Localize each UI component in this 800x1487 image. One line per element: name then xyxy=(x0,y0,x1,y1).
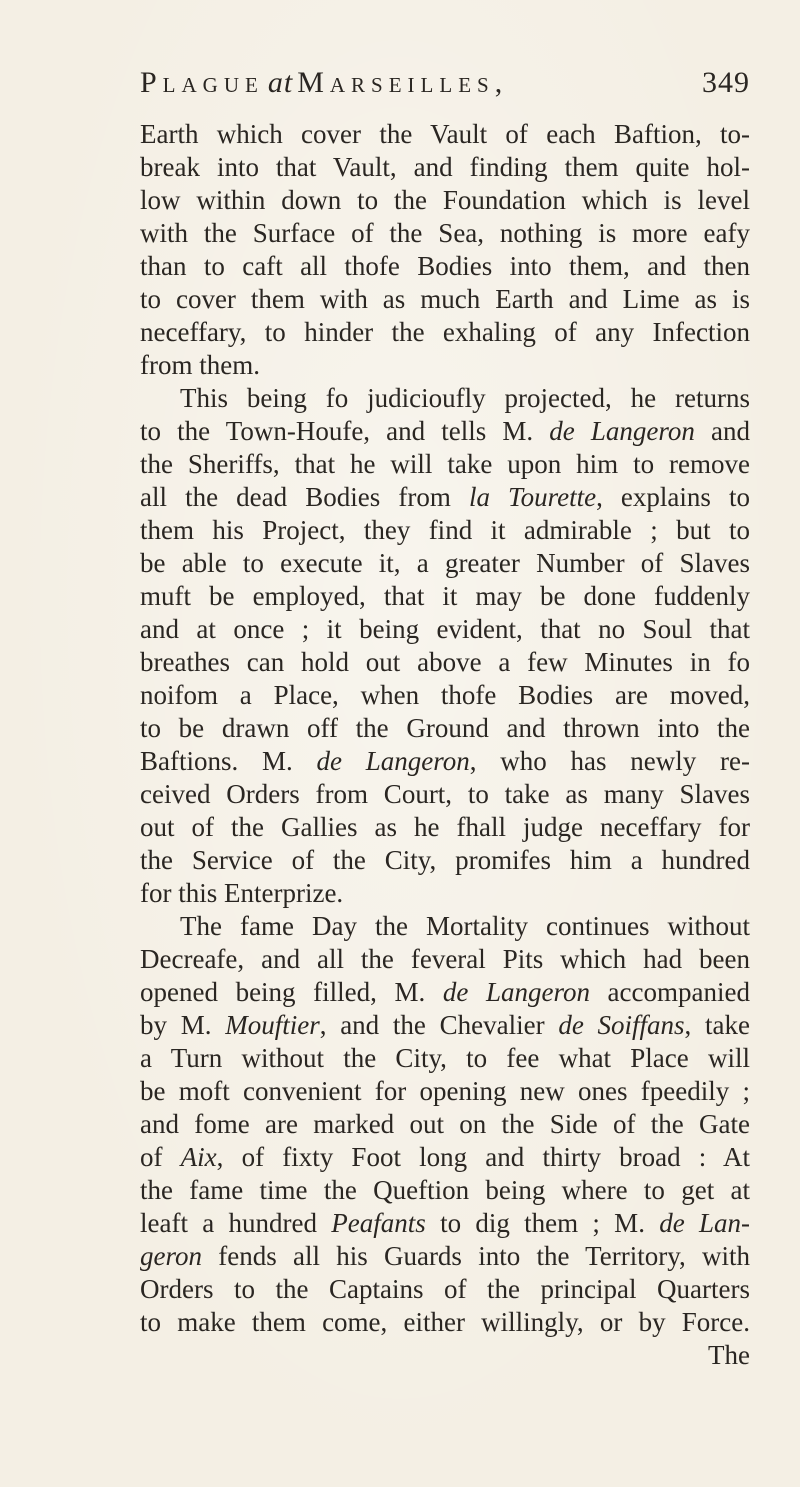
text-segment: the Service of the City, promifes him a hundred xyxy=(140,845,750,875)
text-line xyxy=(140,976,750,1009)
text-line xyxy=(140,349,750,382)
text-segment: a Turn without the City, to fee what Place will xyxy=(140,1043,750,1073)
text-line xyxy=(140,1075,750,1108)
text-segment: , explains to xyxy=(596,482,750,512)
text-segment: and xyxy=(694,416,750,446)
text-segment: the Sheriffs, that he will take upon him to remove xyxy=(140,449,750,479)
text-line xyxy=(140,283,750,316)
italic-text: de Langeron xyxy=(442,977,590,1007)
text-segment: to dig them ; M. xyxy=(425,1208,660,1238)
italic-text: Peafants xyxy=(331,1208,426,1238)
text-line xyxy=(140,250,750,283)
text-line xyxy=(140,1306,750,1339)
text-line xyxy=(140,118,750,151)
text-segment: breathes can hold out above a few Minutes in fo xyxy=(140,647,750,677)
text-segment: to cover them with as much Earth and Lime as is xyxy=(140,284,750,314)
text-line xyxy=(140,217,750,250)
text-segment: for this Enterprize. xyxy=(140,878,344,908)
text-line xyxy=(140,547,750,580)
text-line xyxy=(140,382,750,415)
text-segment: neceffary, to hinder the exhaling of any Infection xyxy=(140,317,750,347)
text-line xyxy=(140,1108,750,1141)
text-segment: Orders to the Captains of the principal Quarters xyxy=(140,1274,750,1304)
text-segment: to be drawn off the Ground and thrown into the xyxy=(140,713,750,743)
text-segment: leaft a hundred xyxy=(140,1208,332,1238)
text-segment: opened being filled, M. xyxy=(140,977,443,1007)
text-line xyxy=(140,514,750,547)
page-number: 349 xyxy=(702,66,750,99)
text-segment: be moft convenient for opening new ones fpeedily ; xyxy=(140,1076,750,1106)
text-line xyxy=(140,1141,750,1174)
text-segment: fends all his Guards into the Territory, with xyxy=(202,1241,750,1271)
text-segment: the fame time the Queftion being where to get at xyxy=(140,1175,750,1205)
text-segment: to make them come, either willingly, or by Force. xyxy=(140,1307,750,1337)
text-segment: of xyxy=(140,1142,181,1172)
text-line xyxy=(140,1042,750,1075)
running-head-marseilles: Marseilles, xyxy=(297,66,509,99)
text-segment: Baftions. M. xyxy=(140,746,317,776)
text-segment: low within down to the Foundation which is level xyxy=(140,185,750,215)
text-line xyxy=(140,1174,750,1207)
text-line xyxy=(140,184,750,217)
text-segment: out of the Gallies as he fhall judge neceffary for xyxy=(140,812,750,842)
text-segment: Earth which cover the Vault of each Baftion, to- xyxy=(140,119,750,149)
text-segment: all the dead Bodies from xyxy=(140,482,469,512)
text-line xyxy=(140,1009,750,1042)
text-line xyxy=(140,1207,750,1240)
text-segment: with the Surface of the Sea, nothing is more eafy xyxy=(140,218,750,248)
text-segment: noifom a Place, when thofe Bodies are moved, xyxy=(140,680,750,710)
text-segment: from them. xyxy=(140,350,260,380)
text-line xyxy=(140,679,750,712)
text-line xyxy=(140,877,750,910)
text-segment: , take xyxy=(684,1010,750,1040)
text-segment: them his Project, they find it admirable ; but to xyxy=(140,515,750,545)
italic-text: de Soiffans xyxy=(558,1010,685,1040)
page-header xyxy=(140,66,750,110)
text-segment: The fame Day the Mortality continues without xyxy=(180,911,750,941)
text-segment: , and the Chevalier xyxy=(319,1010,559,1040)
running-head-at: at xyxy=(267,66,294,99)
text-segment: break into that Vault, and finding them quite hol- xyxy=(140,152,750,182)
italic-text: la Tourette xyxy=(468,482,597,512)
catchword: The xyxy=(708,1340,750,1370)
italic-text: Mouftier xyxy=(225,1010,320,1040)
text-segment: This being fo judicioufly projected, he returns xyxy=(180,383,750,413)
text-segment: and at once ; it being evident, that no Soul that xyxy=(140,614,750,644)
italic-text: geron xyxy=(140,1241,202,1271)
italic-text: Aix xyxy=(180,1142,217,1172)
text-line xyxy=(140,316,750,349)
text-segment: Decreafe, and all the feveral Pits which had been xyxy=(140,944,750,974)
italic-text: de Langeron xyxy=(549,416,695,446)
text-line xyxy=(140,1273,750,1306)
body-text xyxy=(140,118,750,1418)
text-line xyxy=(140,745,750,778)
running-head-plague: Plague xyxy=(140,66,264,99)
text-segment: by M. xyxy=(140,1010,226,1040)
running-head xyxy=(140,66,508,100)
text-line xyxy=(140,778,750,811)
text-line xyxy=(140,613,750,646)
text-line xyxy=(140,580,750,613)
text-line xyxy=(140,943,750,976)
text-line xyxy=(140,1240,750,1273)
text-line xyxy=(140,844,750,877)
text-segment: ceived Orders from Court, to take as many Slaves xyxy=(140,779,750,809)
text-segment: , of fixty Foot long and thirty broad : At xyxy=(216,1142,750,1172)
text-line xyxy=(140,811,750,844)
text-line xyxy=(140,910,750,943)
text-segment: accompanied xyxy=(589,977,750,1007)
text-line xyxy=(140,448,750,481)
text-segment: and fome are marked out on the Side of the Gate xyxy=(140,1109,750,1139)
text-line xyxy=(140,646,750,679)
text-line xyxy=(140,151,750,184)
text-segment: than to caft all thofe Bodies into them, and then xyxy=(140,251,750,281)
text-line xyxy=(140,712,750,745)
text-line xyxy=(140,415,750,448)
italic-text: de Lan- xyxy=(659,1208,751,1238)
text-segment: , who has newly re- xyxy=(469,746,750,776)
text-line xyxy=(140,481,750,514)
text-segment: muft be employed, that it may be done fuddenly xyxy=(140,581,750,611)
text-segment: be able to execute it, a greater Number of Slaves xyxy=(140,548,750,578)
text-segment: to the Town-Houfe, and tells M. xyxy=(140,416,550,446)
italic-text: de Langeron xyxy=(316,746,470,776)
